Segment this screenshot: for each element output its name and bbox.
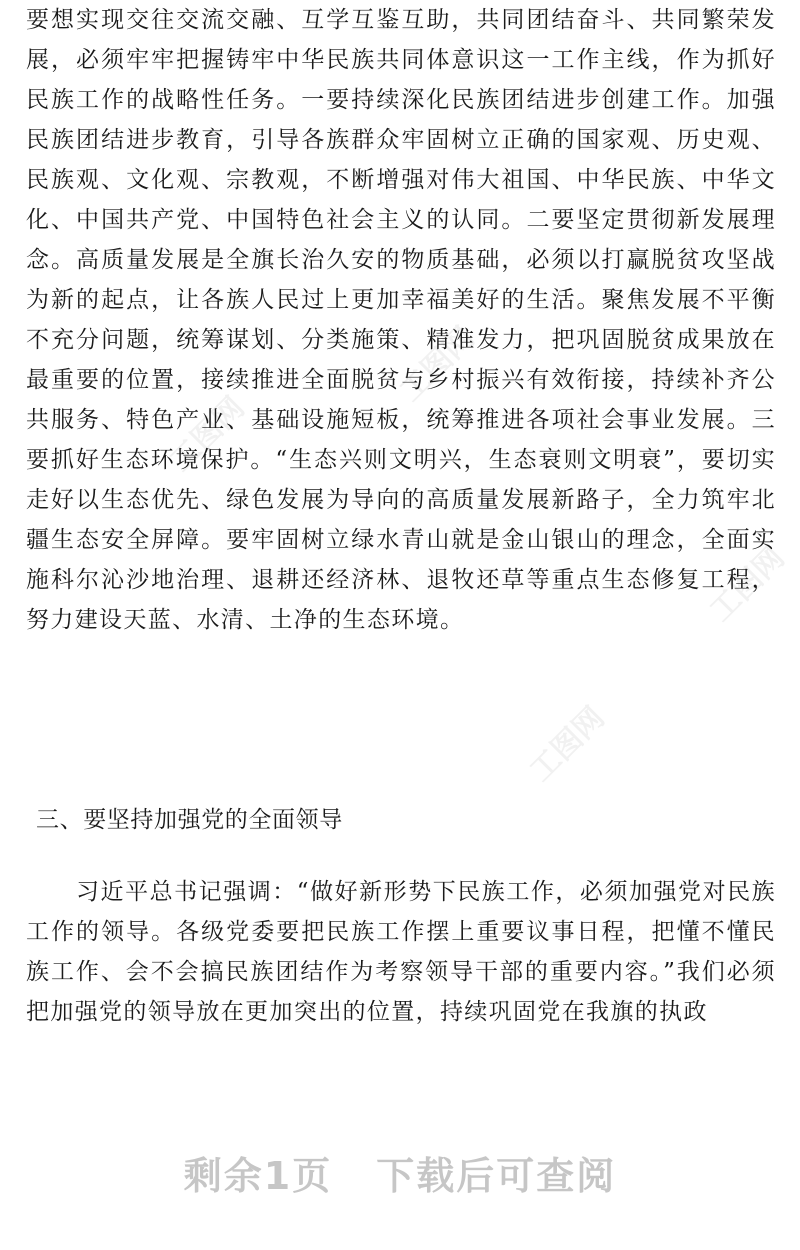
body-paragraph: 要想实现交往交流交融、互学互鉴互助，共同团结奋斗、共同繁荣发展，必须牢牢把握铸牢中华民族共同体意识这一工作主线，作为抓好民族工作的战略性任务。一要持续深化民族团结进步创建工作。加强民族团结进步教育，引导各族群众牢固树立正确的国家观、历史观、民族观、文化观、宗教观，不断增强对伟大祖国、中华民族、中华文化、中国共产党、中国特色社会主义的认同。二要坚定贯彻新发展理念。高质量发展是全旗长治久安的物质基础，必须以打赢脱贫攻坚战为新的起点，让各族人民过上更加幸福美好的生活。聚焦发展不平衡不充分问题，统筹谋划、分类施策、精准发力，把巩固脱贫成果放在最重要的位置，接续推进全面脱贫与乡村振兴有效衔接，持续补齐公共服务、特色产业、基础设施短板，统筹推进各项社会事业发展。三要抓好生态环境保护。“生态兴则文明兴，生态衰则文明衰”，要切实走好以生态优先、绿色发展为导向的高质量发展新路子，全力筑牢北疆生态安全屏障。要牢固树立绿水青山就是金山银山的理念，全面实施科尔沁沙地治理、退耕还经济林、退牧还草等重点生态修复工程，努力建设天蓝、水清、土净的生态环境。 [26, 7, 776, 633]
section-heading: 三、要坚持加强党的全面领导 [36, 807, 343, 833]
body-paragraph: 习近平总书记强调：“做好新形势下民族工作，必须加强党对民族工作的领导。各级党委要把民族工作摆上重要议事日程，把懂不懂民族工作、会不会搞民族团结作为考察领导干部的重要内容。”我们必须把加强党的领导放在更加突出的位置，持续巩固党在我旗的执政 [26, 879, 776, 1025]
watermark-logo: 工图网 [393, 320, 482, 409]
download-prompt[interactable] [0, 1145, 800, 1200]
watermark-logo: 工图网 [163, 390, 252, 479]
remaining-pages-label: 剩余1页 [183, 1154, 333, 1198]
watermark-logo: 工图网 [523, 700, 612, 789]
watermark-logo: 工图网 [703, 540, 792, 629]
download-hint-label: 下载后可查阅 [376, 1154, 617, 1198]
